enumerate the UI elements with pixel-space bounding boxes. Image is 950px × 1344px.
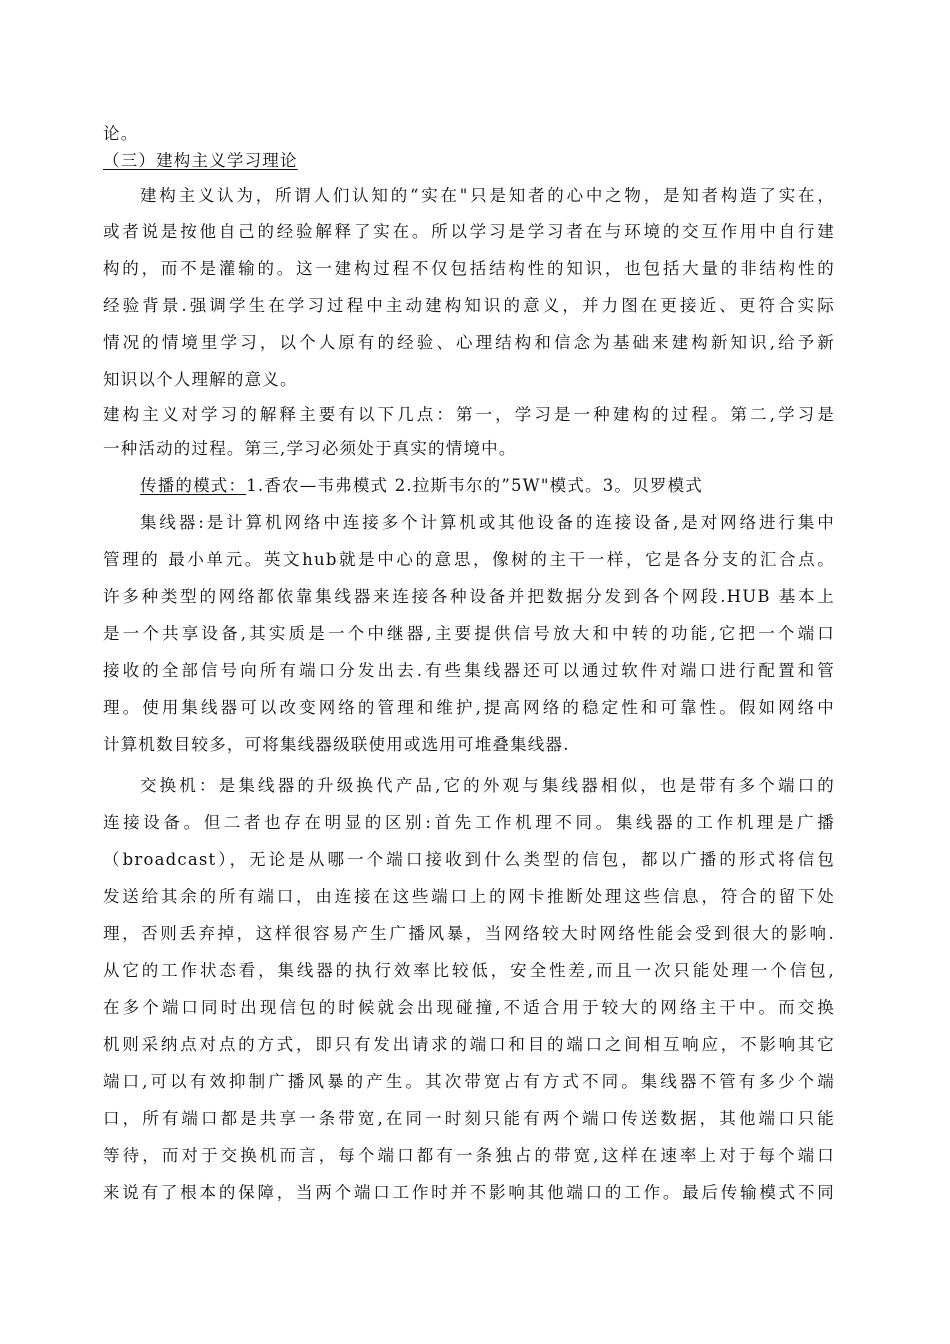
paragraph-line: 一种活动的过程。第三,学习必须处于真实的情境中。 [103,439,517,458]
paragraph-line: 来说有了根本的保障，当两个端口工作时并不影响其他端口的工作。最后传输模式不同 [103,1183,835,1202]
paragraph-line: 是一个共享设备,其实质是一个中继器,主要提供信号放大和中转的功能,它把一个端口 [103,624,835,643]
paragraph-line: 接收的全部信号向所有端口分发出去.有些集线器还可以通过软件对端口进行配置和管 [103,661,835,680]
paragraph-line: 发送给其余的所有端口，由连接在这些端口上的网卡推断处理这些信息，符合的留下处 [103,887,835,906]
paragraph-line: 或者说是按他自己的经验解释了实在。所以学习是学习者在与环境的交互作用中自行建 [103,222,835,241]
paragraph-line: 构的，而不是灌输的。这一建构过程不仅包括结构性的知识，也包括大量的非结构性的 [103,259,835,278]
paragraph-line: 交换机：是集线器的升级换代产品,它的外观与集线器相似，也是带有多个端口的 [140,776,835,795]
paragraph-line: 在多个端口同时出现信包的时候就会出现碰撞,不适合用于较大的网络主干中。而交换 [103,998,835,1017]
paragraph-line: 等待，而对于交换机而言，每个端口都有一条独占的带宽,这样在速率上对于每个端口 [103,1146,835,1165]
paragraph-line: 理，否则丢弃掉，这样很容易产生广播风暴，当网络较大时网络性能会受到很大的影响. [103,924,835,943]
paragraph-line: 建构主义认为，所谓人们认知的“实在"只是知者的心中之物，是知者构造了实在， [140,186,835,205]
paragraph-line: 许多种类型的网络都依靠集线器来连接各种设备并把数据分发到各个网段.HUB 基本上 [103,587,835,606]
paragraph-line: 知识以个人理解的意义。 [103,370,298,389]
models-line [140,476,703,496]
paragraph-line: 情况的情境里学习，以个人原有的经验、心理结构和信念为基础来建构新知识,给予新 [103,333,835,352]
paragraph-line: 理。使用集线器可以改变网络的管理和维护,提高网络的稳定性和可靠性。假如网络中 [103,698,835,717]
paragraph-line: 机则采纳点对点的方式，即只有发出请求的端口和目的端口之间相互响应，不影响其它 [103,1035,835,1054]
paragraph-line: 经验背景.强调学生在学习过程中主动建构知识的意义，并力图在更接近、更符合实际 [103,296,835,315]
paragraph-line: 从它的工作状态看，集线器的执行效率比较低，安全性差,而且一次只能处理一个信包, [103,961,835,980]
paragraph-line: 计算机数目较多，可将集线器级联使用或选用可堆叠集线器. [103,735,570,754]
paragraph-line: 口，所有端口都是共享一条带宽,在同一时刻只能有两个端口传送数据，其他端口只能 [103,1109,835,1128]
paragraph-line: （broadcast），无论是从哪一个端口接收到什么类型的信包，都以广播的形式将信包 [103,850,835,869]
paragraph-line: 管理的 最小单元。英文hub就是中心的意思，像树的主干一样，它是各分支的汇合点。 [103,550,835,569]
paragraph-line: 连接设备。但二者也存在明显的区别:首先工作机理不同。集线器的工作机理是广播 [103,813,835,832]
models-list: 1.香农—韦弗模式 2.拉斯韦尔的”5W"模式。3。贝罗模式 [246,476,703,495]
text-line-continuation: 论。 [103,124,139,143]
paragraph-line: 集线器:是计算机网络中连接多个计算机或其他设备的连接设备,是对网络进行集中 [140,513,835,532]
paragraph-line: 建构主义对学习的解释主要有以下几点：第一，学习是一种建构的过程。第二,学习是 [103,405,835,424]
section-heading: （三）建构主义学习理论 [103,151,298,170]
models-heading: 传播的模式： [140,476,247,495]
paragraph-line: 端口,可以有效抑制广播风暴的产生。其次带宽占有方式不同。集线器不管有多少个端 [103,1072,835,1091]
